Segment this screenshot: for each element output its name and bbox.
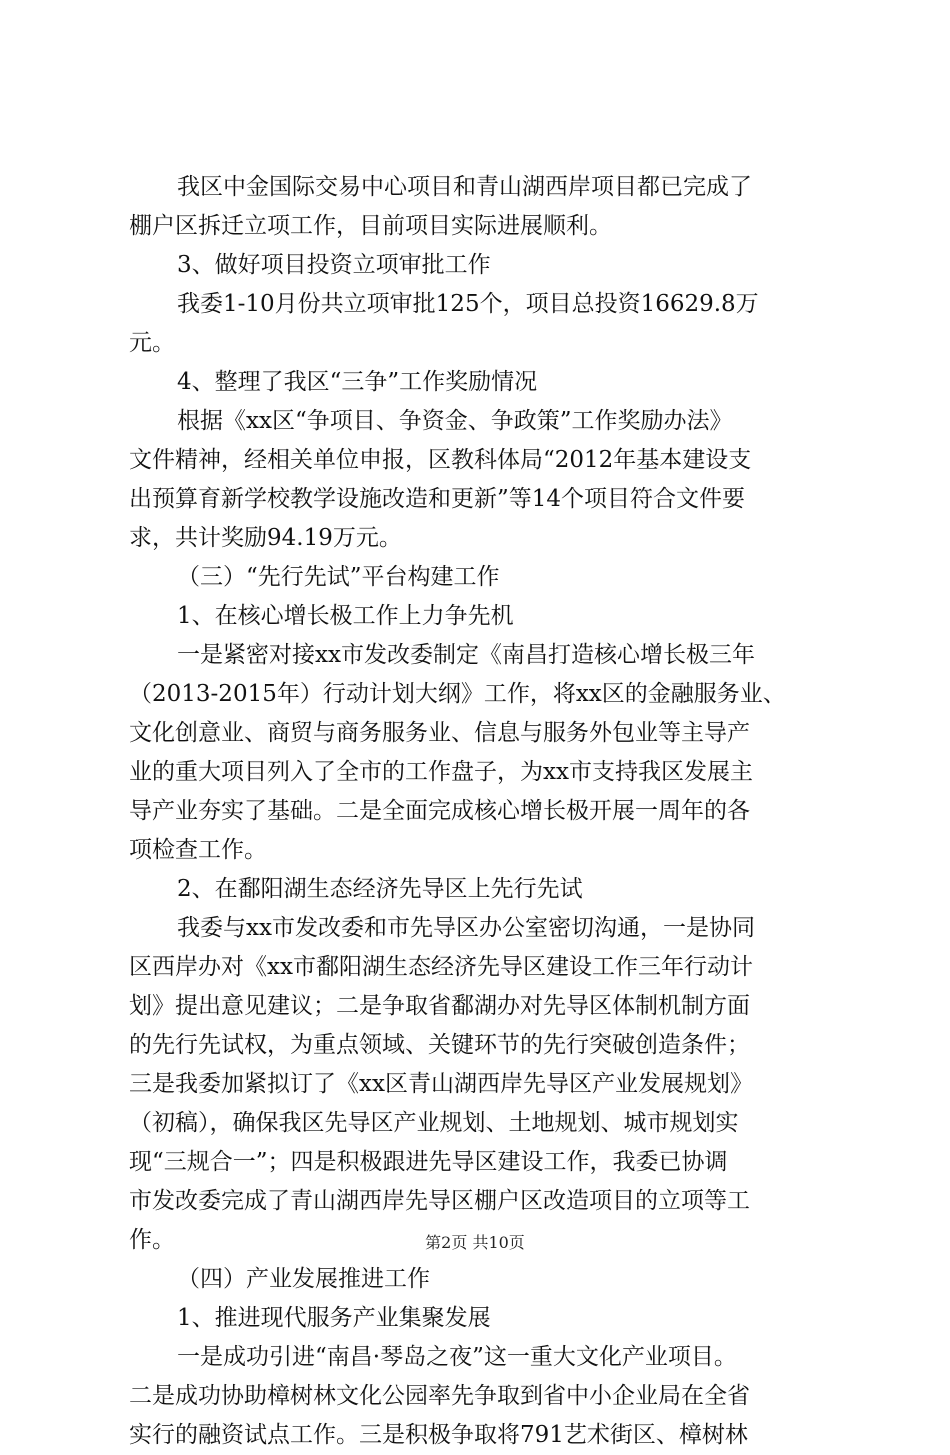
text-line: 区西岸办对《xx市鄱阳湖生态经济先导区建设工作三年行动计 — [129, 954, 753, 980]
text-line: 1、在核心增长极工作上力争先机 — [177, 603, 514, 629]
document-body — [129, 168, 829, 1455]
text-line: 一是成功引进“南昌·琴岛之夜”这一重大文化产业项目。 — [177, 1344, 737, 1370]
text-line: 文化创意业、商贸与商务服务业、信息与服务外包业等主导产 — [129, 720, 750, 746]
text-line: 的先行先试权，为重点领域、关键环节的先行突破创造条件； — [129, 1032, 750, 1058]
text-line: 市发改委完成了青山湖西岸先导区棚户区改造项目的立项等工 — [129, 1188, 750, 1214]
text-line: 我委1-10月份共立项审批125个，项目总投资16629.8万 — [177, 291, 759, 317]
text-line: 出预算育新学校教学设施改造和更新”等14个项目符合文件要 — [129, 486, 746, 512]
text-line: 1、推进现代服务产业集聚发展 — [177, 1305, 491, 1331]
text-line: 现“三规合一”；四是积极跟进先导区建设工作，我委已协调 — [129, 1149, 728, 1175]
text-line: 我委与xx市发改委和市先导区办公室密切沟通，一是协同 — [177, 915, 755, 941]
text-line: 求，共计奖励94.19万元。 — [129, 525, 402, 551]
text-line: 我区中金国际交易中心项目和青山湖西岸项目都已完成了 — [177, 174, 752, 200]
text-line: 实行的融资试点工作。三是积极争取将791艺术街区、樟树林 — [129, 1422, 748, 1448]
text-line: （2013-2015年）行动计划大纲》工作，将xx区的金融服务业、 — [129, 681, 786, 707]
text-line: 3、做好项目投资立项审批工作 — [177, 252, 491, 278]
text-line: 划》提出意见建议；二是争取省鄱湖办对先导区体制机制方面 — [129, 993, 750, 1019]
text-line: 一是紧密对接xx市发改委制定《南昌打造核心增长极三年 — [177, 642, 755, 668]
text-line: 棚户区拆迁立项工作，目前项目实际进展顺利。 — [129, 213, 612, 239]
text-line: 业的重大项目列入了全市的工作盘子，为xx市支持我区发展主 — [129, 759, 753, 785]
text-line: （三）“先行先试”平台构建工作 — [177, 564, 500, 590]
text-line: 二是成功协助樟树林文化公园率先争取到省中小企业局在全省 — [129, 1383, 750, 1409]
text-line: 项检查工作。 — [129, 837, 267, 863]
text-line: 4、整理了我区“三争”工作奖励情况 — [177, 369, 538, 395]
text-line: 导产业夯实了基础。二是全面完成核心增长极开展一周年的各 — [129, 798, 750, 824]
page-footer: 第2页 共10页 — [425, 1233, 525, 1252]
text-line: （初稿），确保我区先导区产业规划、土地规划、城市规划实 — [129, 1110, 739, 1136]
text-line: 元。 — [129, 330, 175, 356]
text-line: 作。 — [129, 1227, 175, 1253]
text-line: （四）产业发展推进工作 — [177, 1266, 430, 1292]
text-line: 文件精神，经相关单位申报，区教科体局“2012年基本建设支 — [129, 447, 752, 473]
text-line: 三是我委加紧拟订了《xx区青山湖西岸先导区产业发展规划》 — [129, 1071, 753, 1097]
text-line: 根据《xx区“争项目、争资金、争政策”工作奖励办法》 — [177, 408, 733, 434]
text-line: 2、在鄱阳湖生态经济先导区上先行先试 — [177, 876, 583, 902]
